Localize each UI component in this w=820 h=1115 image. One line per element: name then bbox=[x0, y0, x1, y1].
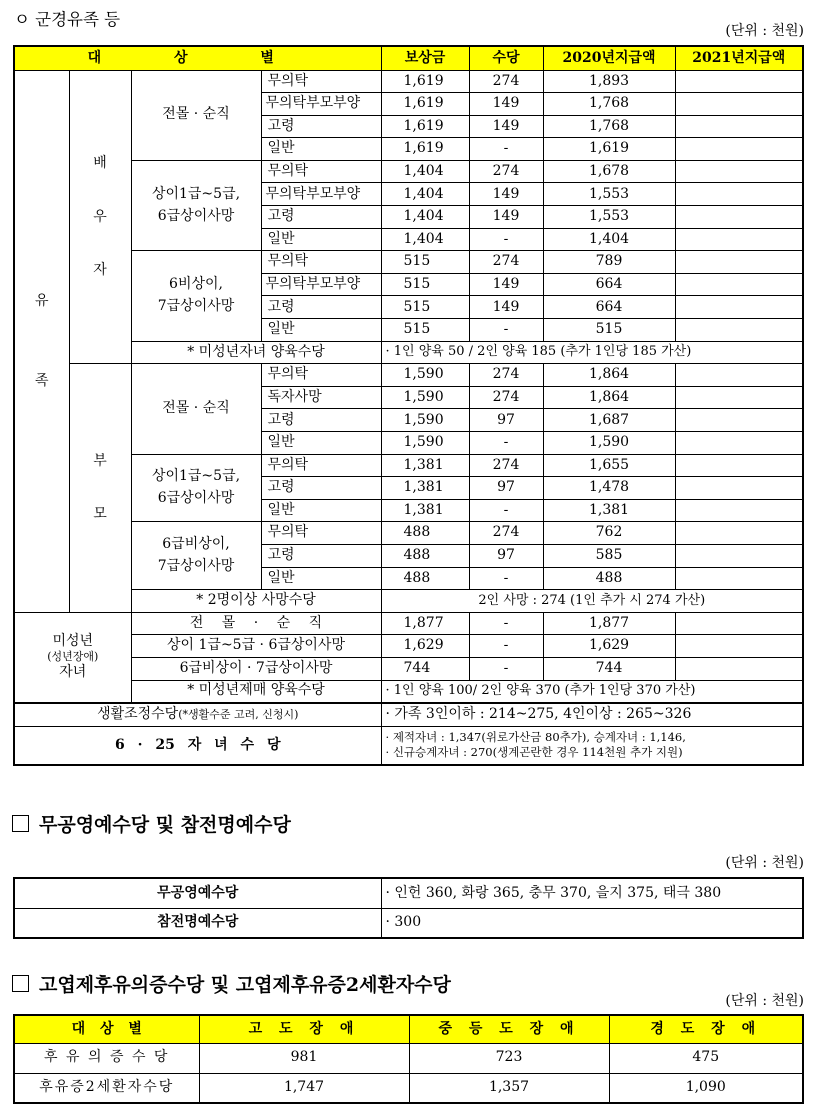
y2020-cell: 1,893 bbox=[543, 70, 675, 93]
header-moderate: 중 등 도 장 애 bbox=[409, 1015, 609, 1043]
y2020-cell: 1,629 bbox=[543, 635, 675, 658]
y2020-cell: 1,678 bbox=[543, 160, 675, 183]
compensation-cell: 515 bbox=[381, 273, 469, 296]
allowance-cell: - bbox=[469, 432, 543, 455]
y2021-cell bbox=[675, 364, 803, 387]
header-2021: 2021년지급액 bbox=[675, 46, 803, 70]
y2021-cell bbox=[675, 183, 803, 206]
y2020-cell: 1,590 bbox=[543, 432, 675, 455]
section1-title: ㅇ 군경유족 등 bbox=[14, 10, 121, 29]
y2020-cell: 1,553 bbox=[543, 183, 675, 206]
allowance-cell: 274 bbox=[469, 160, 543, 183]
note-label: * 미성년자녀 양육수당 bbox=[131, 341, 381, 364]
agent-orange-row bbox=[14, 1043, 803, 1073]
agent-orange-table bbox=[13, 1014, 804, 1104]
type-cell: 일반 bbox=[261, 319, 381, 342]
y2020-cell: 1,404 bbox=[543, 228, 675, 251]
y2020-cell: 1,655 bbox=[543, 454, 675, 477]
compensation-cell: 1,619 bbox=[381, 138, 469, 161]
section3-title-text: 고엽제후유의증수당 및 고엽제후유증2세환자수당 bbox=[39, 974, 451, 996]
table-row bbox=[14, 70, 803, 93]
allowance-cell: - bbox=[469, 612, 543, 635]
type-cell: 무의탁 bbox=[261, 364, 381, 387]
type-cell: 일반 bbox=[261, 138, 381, 161]
type-cell: 일반 bbox=[261, 567, 381, 590]
note-value: 2인 사망 : 274 (1인 추가 시 274 가산) bbox=[381, 590, 803, 613]
y2020-cell: 1,768 bbox=[543, 115, 675, 138]
y2021-cell bbox=[675, 657, 803, 680]
subgroup-label: 6급비상이, 7급상이사망 bbox=[131, 522, 261, 590]
war625-label: 6 · 25 자 녀 수 당 bbox=[14, 727, 381, 765]
y2020-cell: 1,381 bbox=[543, 499, 675, 522]
y2020-cell: 1,687 bbox=[543, 409, 675, 432]
header-severe: 고 도 장 애 bbox=[199, 1015, 409, 1043]
allowance-cell: 149 bbox=[469, 183, 543, 206]
header-target: 대 상 별 bbox=[14, 46, 381, 70]
table-row bbox=[14, 364, 803, 387]
y2020-cell: 488 bbox=[543, 567, 675, 590]
y2020-cell: 1,877 bbox=[543, 612, 675, 635]
moderate-cell: 1,357 bbox=[409, 1073, 609, 1103]
compensation-cell: 1,619 bbox=[381, 93, 469, 116]
allowance-cell: - bbox=[469, 657, 543, 680]
living-allowance-value: · 가족 3인이하 : 214~275, 4인이상 : 265~326 bbox=[381, 703, 803, 727]
allowance-cell: 274 bbox=[469, 522, 543, 545]
y2020-cell: 744 bbox=[543, 657, 675, 680]
compensation-cell: 1,619 bbox=[381, 70, 469, 93]
compensation-cell: 1,590 bbox=[381, 432, 469, 455]
agent-orange-row bbox=[14, 1073, 803, 1103]
honor-value: · 300 bbox=[381, 908, 803, 938]
type-cell: 고령 bbox=[261, 477, 381, 500]
compensation-cell: 488 bbox=[381, 522, 469, 545]
type-cell: 무의탁 bbox=[261, 522, 381, 545]
y2020-cell: 762 bbox=[543, 522, 675, 545]
y2021-cell bbox=[675, 273, 803, 296]
allowance-cell: - bbox=[469, 228, 543, 251]
agent-orange-label: 후유증2세환자수당 bbox=[14, 1073, 199, 1103]
y2021-cell bbox=[675, 499, 803, 522]
note-row bbox=[14, 590, 803, 613]
severe-cell: 1,747 bbox=[199, 1073, 409, 1103]
y2021-cell bbox=[675, 93, 803, 116]
spouse-label: 배 우 자 bbox=[69, 70, 131, 364]
mild-cell: 1,090 bbox=[609, 1073, 803, 1103]
type-cell: 고령 bbox=[261, 409, 381, 432]
compensation-cell: 1,590 bbox=[381, 386, 469, 409]
honor-row bbox=[14, 908, 803, 938]
section2-title bbox=[12, 810, 291, 837]
severe-cell: 981 bbox=[199, 1043, 409, 1073]
type-cell: 무의탁 bbox=[261, 454, 381, 477]
allowance-cell: 274 bbox=[469, 251, 543, 274]
allowance-cell: 149 bbox=[469, 296, 543, 319]
section1-unit: (단위 : 천원) bbox=[725, 23, 804, 39]
y2021-cell bbox=[675, 70, 803, 93]
y2020-cell: 1,864 bbox=[543, 386, 675, 409]
allowance-cell: 97 bbox=[469, 409, 543, 432]
header-allowance: 수당 bbox=[469, 46, 543, 70]
mild-cell: 475 bbox=[609, 1043, 803, 1073]
y2020-cell: 1,619 bbox=[543, 138, 675, 161]
table-row bbox=[14, 612, 803, 635]
header-mild: 경 도 장 애 bbox=[609, 1015, 803, 1043]
compensation-cell: 1,381 bbox=[381, 477, 469, 500]
note-label: * 미성년제매 양육수당 bbox=[131, 680, 381, 703]
y2020-cell: 1,478 bbox=[543, 477, 675, 500]
allowance-cell: - bbox=[469, 319, 543, 342]
type-cell: 무의탁 bbox=[261, 70, 381, 93]
section2-title-text: 무공영예수당 및 참전명예수당 bbox=[39, 814, 291, 836]
table-row bbox=[14, 454, 803, 477]
y2021-cell bbox=[675, 522, 803, 545]
type-cell: 무의탁부모부양 bbox=[261, 183, 381, 206]
living-allowance-label: 생활조정수당(*생활수준 고려, 신청시) bbox=[14, 703, 381, 727]
y2021-cell bbox=[675, 386, 803, 409]
type-cell: 상이 1급~5급 · 6급상이사망 bbox=[131, 635, 381, 658]
type-cell: 6급비상이 · 7급상이사망 bbox=[131, 657, 381, 680]
type-cell: 일반 bbox=[261, 432, 381, 455]
y2021-cell bbox=[675, 138, 803, 161]
allowance-cell: 274 bbox=[469, 364, 543, 387]
section3-title bbox=[12, 970, 451, 997]
y2021-cell bbox=[675, 635, 803, 658]
type-cell: 무의탁부모부양 bbox=[261, 273, 381, 296]
allowance-cell: 149 bbox=[469, 93, 543, 116]
y2021-cell bbox=[675, 477, 803, 500]
y2021-cell bbox=[675, 296, 803, 319]
note-label: * 2명이상 사망수당 bbox=[131, 590, 381, 613]
allowance-cell: 274 bbox=[469, 454, 543, 477]
section2-unit: (단위 : 천원) bbox=[725, 855, 804, 871]
subgroup-label: 전몰 · 순직 bbox=[131, 364, 261, 454]
type-cell: 고령 bbox=[261, 544, 381, 567]
type-cell: 무의탁부모부양 bbox=[261, 93, 381, 116]
compensation-cell: 515 bbox=[381, 296, 469, 319]
y2020-cell: 585 bbox=[543, 544, 675, 567]
y2021-cell bbox=[675, 251, 803, 274]
type-cell: 전 몰 · 순 직 bbox=[131, 612, 381, 635]
compensation-cell: 1,629 bbox=[381, 635, 469, 658]
allowance-cell: 97 bbox=[469, 477, 543, 500]
y2021-cell bbox=[675, 160, 803, 183]
header-2020: 2020년지급액 bbox=[543, 46, 675, 70]
war625-value: · 제적자녀 : 1,347(위로가산금 80추가), 승계자녀 : 1,146, · 신규승계자녀 : 270(생계곤란한 경우 114천원 추가 지원) bbox=[381, 727, 803, 765]
table-row bbox=[14, 657, 803, 680]
allowance-cell: 149 bbox=[469, 206, 543, 229]
y2020-cell: 515 bbox=[543, 319, 675, 342]
y2020-cell: 1,553 bbox=[543, 206, 675, 229]
compensation-cell: 515 bbox=[381, 251, 469, 274]
y2021-cell bbox=[675, 567, 803, 590]
allowance-table bbox=[13, 45, 804, 766]
type-cell: 무의탁 bbox=[261, 251, 381, 274]
section3-unit: (단위 : 천원) bbox=[725, 993, 804, 1009]
header-row bbox=[14, 1015, 803, 1043]
compensation-cell: 1,590 bbox=[381, 364, 469, 387]
allowance-cell: 274 bbox=[469, 386, 543, 409]
y2021-cell bbox=[675, 206, 803, 229]
subgroup-label: 상이1급~5급, 6급상이사망 bbox=[131, 160, 261, 250]
bereaved-family-label: 유 족 bbox=[14, 70, 69, 612]
y2021-cell bbox=[675, 409, 803, 432]
compensation-cell: 1,404 bbox=[381, 206, 469, 229]
parents-label: 부 모 bbox=[69, 364, 131, 613]
y2020-cell: 789 bbox=[543, 251, 675, 274]
compensation-cell: 1,381 bbox=[381, 454, 469, 477]
agent-orange-label: 후 유 의 증 수 당 bbox=[14, 1043, 199, 1073]
table-row bbox=[14, 635, 803, 658]
y2021-cell bbox=[675, 432, 803, 455]
y2021-cell bbox=[675, 544, 803, 567]
honor-row bbox=[14, 878, 803, 908]
header-target: 대 상 별 bbox=[14, 1015, 199, 1043]
compensation-cell: 1,404 bbox=[381, 228, 469, 251]
compensation-cell: 1,381 bbox=[381, 499, 469, 522]
note-value: · 1인 양육 50 / 2인 양육 185 (추가 1인당 185 가산) bbox=[381, 341, 803, 364]
note-row bbox=[14, 680, 803, 703]
type-cell: 고령 bbox=[261, 115, 381, 138]
living-row bbox=[14, 703, 803, 727]
checkbox-square-icon bbox=[12, 975, 29, 992]
y2021-cell bbox=[675, 115, 803, 138]
type-cell: 고령 bbox=[261, 206, 381, 229]
honor-allowance-table bbox=[13, 877, 804, 939]
allowance-cell: 149 bbox=[469, 273, 543, 296]
type-cell: 무의탁 bbox=[261, 160, 381, 183]
honor-label: 참전명예수당 bbox=[14, 908, 381, 938]
type-cell: 일반 bbox=[261, 499, 381, 522]
compensation-cell: 488 bbox=[381, 567, 469, 590]
table-row bbox=[14, 160, 803, 183]
note-value: · 1인 양육 100/ 2인 양육 370 (추가 1인당 370 가산) bbox=[381, 680, 803, 703]
y2021-cell bbox=[675, 228, 803, 251]
type-cell: 독자사망 bbox=[261, 386, 381, 409]
y2021-cell bbox=[675, 454, 803, 477]
honor-label: 무공영예수당 bbox=[14, 878, 381, 908]
allowance-cell: - bbox=[469, 138, 543, 161]
compensation-cell: 1,619 bbox=[381, 115, 469, 138]
note-row bbox=[14, 341, 803, 364]
compensation-cell: 1,590 bbox=[381, 409, 469, 432]
allowance-cell: - bbox=[469, 635, 543, 658]
allowance-cell: 149 bbox=[469, 115, 543, 138]
compensation-cell: 1,404 bbox=[381, 160, 469, 183]
allowance-cell: - bbox=[469, 499, 543, 522]
minor-children-label: 미성년 (성년장애) 자녀 bbox=[14, 612, 131, 702]
moderate-cell: 723 bbox=[409, 1043, 609, 1073]
type-cell: 일반 bbox=[261, 228, 381, 251]
subgroup-label: 상이1급~5급, 6급상이사망 bbox=[131, 454, 261, 522]
y2021-cell bbox=[675, 612, 803, 635]
compensation-cell: 515 bbox=[381, 319, 469, 342]
header-row bbox=[14, 46, 803, 70]
honor-value: · 인헌 360, 화랑 365, 충무 370, 을지 375, 태극 380 bbox=[381, 878, 803, 908]
compensation-cell: 1,404 bbox=[381, 183, 469, 206]
allowance-cell: - bbox=[469, 567, 543, 590]
y2020-cell: 1,864 bbox=[543, 364, 675, 387]
compensation-cell: 1,877 bbox=[381, 612, 469, 635]
allowance-cell: 97 bbox=[469, 544, 543, 567]
table-row bbox=[14, 251, 803, 274]
type-cell: 고령 bbox=[261, 296, 381, 319]
subgroup-label: 6비상이, 7급상이사망 bbox=[131, 251, 261, 341]
allowance-cell: 274 bbox=[469, 70, 543, 93]
y2020-cell: 664 bbox=[543, 296, 675, 319]
compensation-cell: 488 bbox=[381, 544, 469, 567]
y2021-cell bbox=[675, 319, 803, 342]
checkbox-square-icon bbox=[12, 815, 29, 832]
header-compensation: 보상금 bbox=[381, 46, 469, 70]
war625-row bbox=[14, 727, 803, 765]
y2020-cell: 664 bbox=[543, 273, 675, 296]
compensation-cell: 744 bbox=[381, 657, 469, 680]
subgroup-label: 전몰 · 순직 bbox=[131, 70, 261, 160]
y2020-cell: 1,768 bbox=[543, 93, 675, 116]
table-row bbox=[14, 522, 803, 545]
